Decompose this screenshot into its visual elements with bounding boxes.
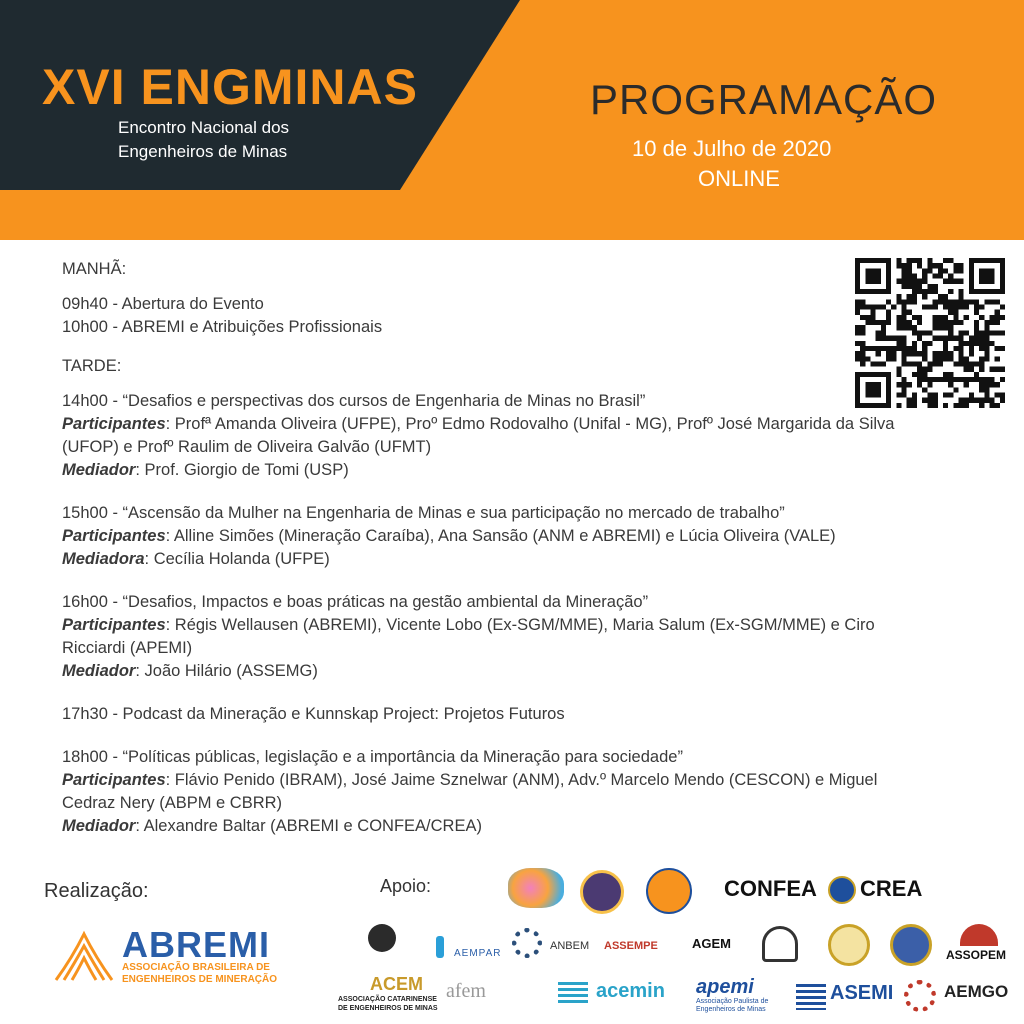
sponsor-logo-seal-gold (828, 924, 870, 966)
anbem-text: ANBEM (550, 940, 590, 952)
aemgo-text: AEMGO (944, 982, 1009, 1001)
sponsor-logo-asemi (796, 980, 900, 1014)
assopem-picks-icon (960, 924, 998, 946)
participants-continued: Cedraz Nery (ABPM e CBRR) (62, 794, 283, 812)
apemi-text: apemi (696, 976, 754, 998)
participants-label: Participantes (62, 771, 166, 789)
session-block (62, 746, 962, 838)
event-subtitle-line1: Encontro Nacional dos (118, 118, 290, 137)
sponsor-logo-seal-blue (890, 924, 932, 966)
participants-text: : Profª Amanda Oliveira (UFPE), Proº Edmo Rodovalho (Unifal - MG), Profº José Margarida da Silva (165, 415, 895, 433)
header-banner (0, 0, 1024, 240)
aempar-icon (436, 936, 444, 958)
sponsor-logo-afem (446, 980, 546, 1010)
abremi-name: ABREMI (122, 924, 270, 965)
acemin-waves-icon (558, 982, 588, 1004)
apemi-tagline-1: Associação Paulista de (696, 998, 769, 1005)
apemi-tagline-2: Engenheiros de Minas (696, 1006, 766, 1013)
anbem-gear-icon (512, 928, 542, 958)
participants-label: Participantes (62, 616, 166, 634)
session-block (62, 502, 962, 571)
abremi-mark-icon (54, 928, 114, 982)
sponsor-logo-confea-crea (724, 876, 932, 912)
moderator-label: Mediador (62, 817, 136, 835)
participants-text: : Régis Wellausen (ABREMI), Vicente Lobo (Ex-SGM/MME), Maria Salum (Ex-SGM/MME) e Ciro (165, 616, 875, 634)
asemi-waves-icon (796, 984, 826, 1010)
schedule (62, 258, 962, 838)
session-moderator (62, 660, 962, 683)
afem-text: afem (446, 980, 486, 1002)
acem-tagline-1: ASSOCIAÇÃO CATARINENSE (338, 996, 437, 1003)
participants-label: Participantes (62, 415, 166, 433)
session-participants (62, 769, 962, 792)
moderator-text: : Cecília Holanda (UFPE) (144, 550, 330, 568)
sponsor-logo-assopem (944, 924, 1014, 968)
sponsor-logo-assempe (604, 932, 672, 962)
session-participants (62, 614, 962, 637)
sponsor-logo-apemi (696, 976, 792, 1016)
session-title: 14h00 - “Desafios e perspectivas dos cursos de Engenharia de Minas no Brasil” (62, 392, 646, 410)
participants-text: : Flávio Penido (IBRAM), José Jaime Sznelwar (ANM), Adv.º Marcelo Mendo (CESCON) e Miguel (165, 771, 878, 789)
sponsor-logo-agem (690, 926, 736, 966)
session-title: 15h00 - “Ascensão da Mulher na Engenharia de Minas e sua participação no mercado de trabalho” (62, 504, 785, 522)
morning-item: 10h00 - ABREMI e Atribuições Profissionais (62, 318, 383, 336)
event-subtitle-line2: Engenheiros de Minas (118, 142, 288, 161)
session-block (62, 703, 962, 726)
moderator-text: : Prof. Giorgio de Tomi (USP) (135, 461, 349, 479)
sponsor-logo-mind (508, 868, 564, 908)
crea-text: CREA (860, 876, 923, 901)
asemi-text: ASEMI (830, 982, 894, 1004)
moderator-label: Mediador (62, 461, 136, 479)
participants-label: Participantes (62, 527, 166, 545)
confea-crea-seal-icon (828, 876, 856, 904)
session-moderator (62, 459, 962, 482)
morning-heading: MANHÃ: (62, 260, 127, 278)
afternoon-heading: TARDE: (62, 357, 122, 375)
sponsor-logo-assemg (368, 924, 396, 952)
session-participants (62, 413, 962, 436)
agem-text: AGEM (692, 936, 731, 951)
sponsor-logo-circle-miner (580, 870, 624, 914)
participants-text: : Alline Simões (Mineração Caraíba), Ana Sansão (ANM e ABREMI) e Lúcia Oliveira (VALE) (165, 527, 836, 545)
assopem-text: ASSOPEM (946, 948, 1007, 962)
session-block (62, 591, 962, 683)
program-title: PROGRAMAÇÃO (590, 76, 938, 123)
session-moderator (62, 548, 962, 571)
event-date: 10 de Julho de 2020 (632, 136, 832, 161)
session-title: 16h00 - “Desafios, Impactos e boas práticas na gestão ambiental da Mineração” (62, 593, 649, 611)
moderator-label: Mediador (62, 662, 136, 680)
sponsor-logo-acem (336, 974, 438, 1018)
session-participants (62, 525, 962, 548)
session-block (62, 390, 962, 482)
aemgo-gear-icon (904, 980, 936, 1012)
participants-continued: Ricciardi (APEMI) (62, 639, 193, 657)
sponsor-logo-acemin (558, 978, 684, 1010)
sponsor-logo-aemgo (904, 978, 1018, 1016)
morning-item: 09h40 - Abertura do Evento (62, 295, 264, 313)
session-title: 18h00 - “Políticas públicas, legislação e a importância da Mineração para sociedade” (62, 748, 683, 766)
moderator-text: : Alexandre Baltar (ABREMI e CONFEA/CREA) (135, 817, 482, 835)
sponsor-logo-anbem (512, 928, 588, 962)
sponsor-logo-assem-norte (762, 926, 798, 962)
aempar-text: AEMPAR (454, 948, 502, 959)
moderator-label: Mediadora (62, 550, 145, 568)
qr-code[interactable] (854, 258, 1006, 408)
abremi-tagline-2: ENGENHEIROS DE MINERAÇÃO (122, 974, 278, 985)
confea-text: CONFEA (724, 876, 817, 901)
session-moderator (62, 815, 962, 838)
session-title: 17h30 - Podcast da Mineração e Kunnskap Project: Projetos Futuros (62, 705, 565, 723)
event-title: XVI ENGMINAS (42, 59, 418, 115)
assempe-text: ASSEMPE (604, 940, 658, 952)
acem-tagline-2: DE ENGENHEIROS DE MINAS (338, 1005, 438, 1012)
abremi-tagline-1: ASSOCIAÇÃO BRASILEIRA DE (122, 962, 270, 973)
acemin-text: acemin (596, 980, 665, 1002)
moderator-text: : João Hilário (ASSEMG) (135, 662, 318, 680)
participants-continued: (UFOP) e Profº Raulim de Oliveira Galvão (UFMT) (62, 438, 432, 456)
sponsor-logo-aempar (436, 936, 506, 962)
acem-text: ACEM (370, 974, 423, 994)
event-mode: ONLINE (698, 166, 780, 191)
sponsor-logo-kunnskap (646, 868, 692, 914)
organizer-label: Realização: (44, 880, 149, 902)
support-label: Apoio: (380, 876, 432, 896)
